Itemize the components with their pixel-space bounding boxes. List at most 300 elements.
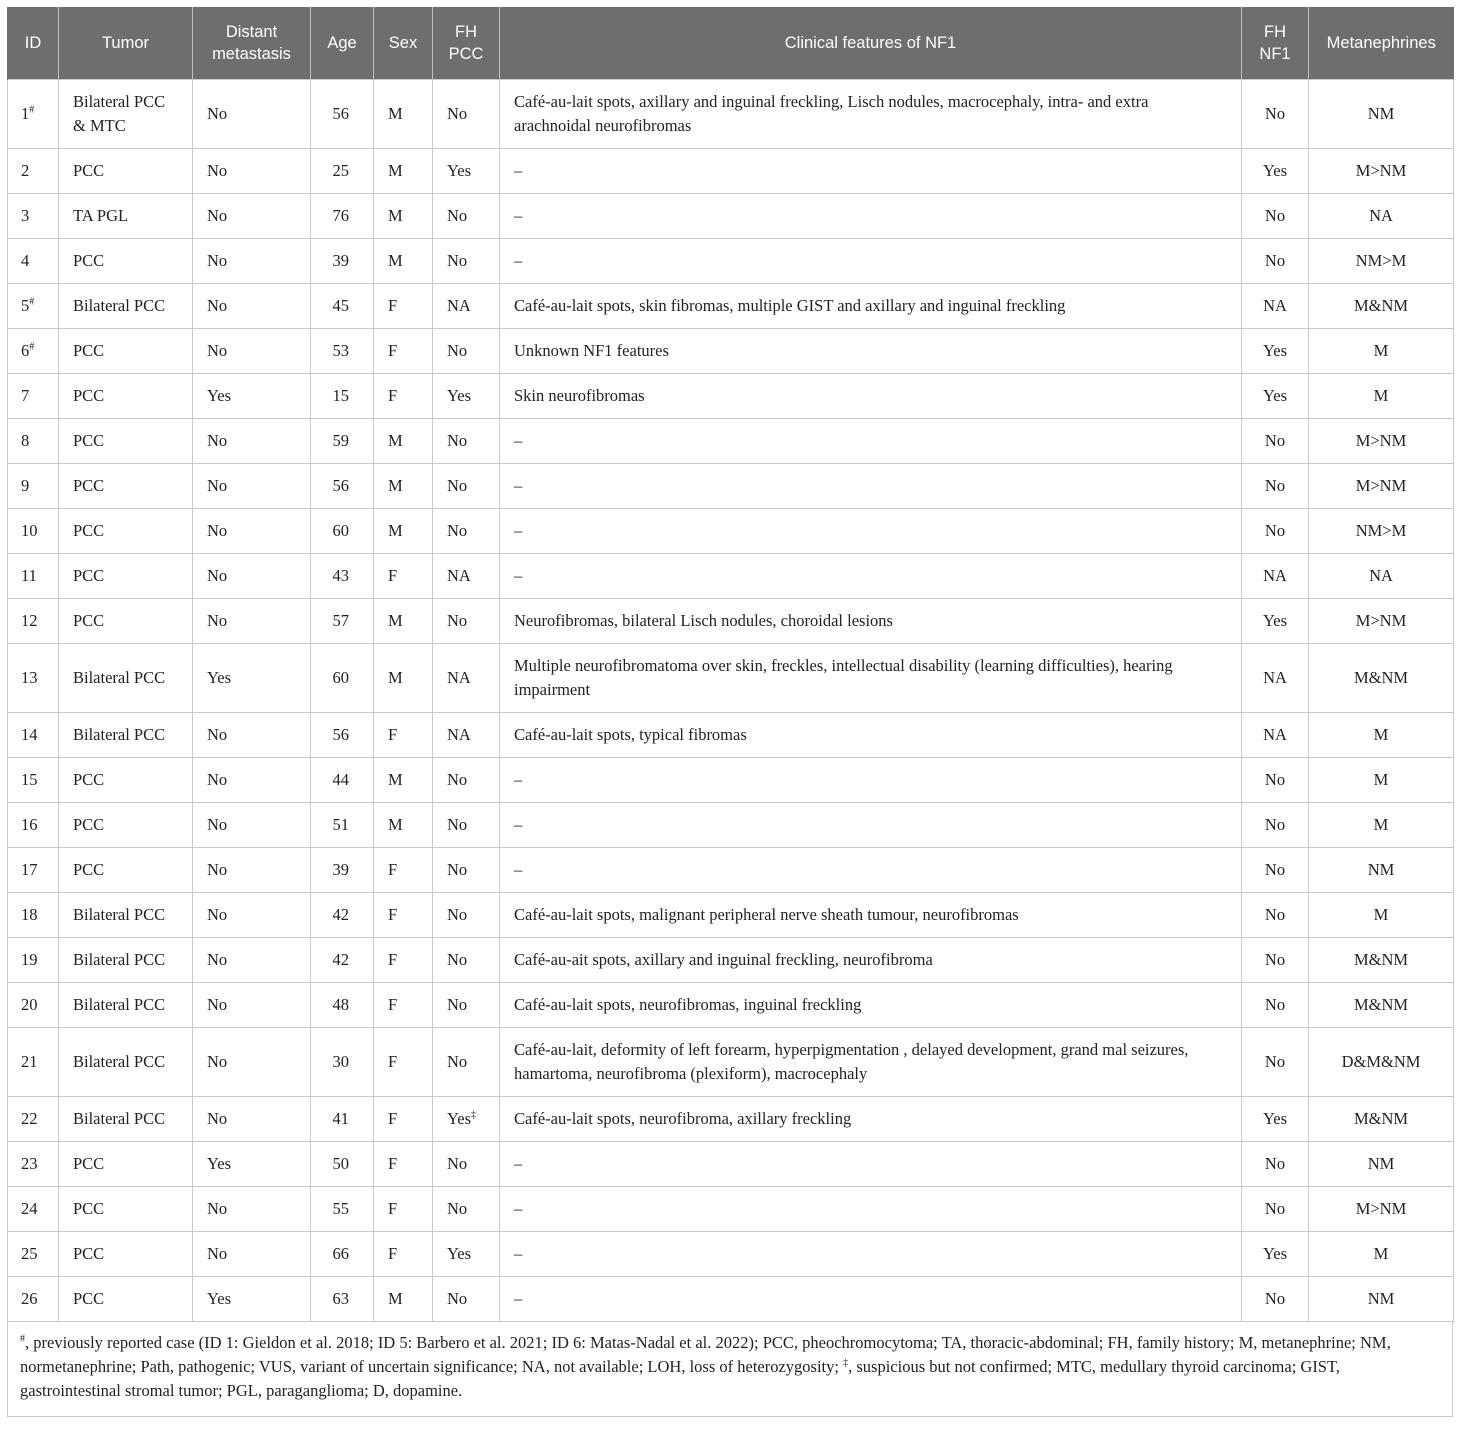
header-row <box>8 7 1454 80</box>
cell-tumor <box>59 1028 193 1097</box>
cell-metanephrines-text: NA <box>1369 566 1393 585</box>
cell-fh-nf1-text: No <box>1264 1154 1286 1173</box>
cell-distant-metastasis <box>193 1187 311 1232</box>
cell-tumor-text: PCC <box>73 341 105 360</box>
cell-id-text: 10 <box>21 521 38 540</box>
cell-distant-metastasis-text: No <box>207 1244 228 1263</box>
cell-age <box>311 80 374 149</box>
cell-tumor-text: Bilateral PCC & MTC <box>73 92 166 135</box>
table-row <box>8 80 1454 149</box>
cell-sex <box>374 239 433 284</box>
cell-fh-nf1 <box>1242 1277 1309 1322</box>
cell-id-text: 17 <box>21 860 38 879</box>
cell-age <box>311 149 374 194</box>
cell-tumor-text: PCC <box>73 1244 105 1263</box>
cell-id <box>8 893 59 938</box>
cell-metanephrines <box>1309 644 1454 713</box>
cell-age-text: 45 <box>332 296 349 315</box>
cell-tumor-text: PCC <box>73 476 105 495</box>
cell-clinical-features <box>500 419 1242 464</box>
cell-age-text: 43 <box>332 566 349 585</box>
header-id: ID <box>8 7 59 80</box>
cell-age <box>311 1187 374 1232</box>
cell-fh-nf1-text: NA <box>1263 668 1287 687</box>
table-row <box>8 149 1454 194</box>
cell-fh-nf1-text: No <box>1264 431 1286 450</box>
cell-sex-text: F <box>388 950 398 969</box>
cell-sex-text: F <box>388 725 398 744</box>
cell-clinical-features-text: – <box>514 815 523 834</box>
cell-age <box>311 1097 374 1142</box>
cell-fh-pcc-text: Yes <box>447 386 472 405</box>
footnote-text-2: , suspicious but not confirmed; MTC, medullary thyroid carcinoma; GIST, gastrointestinal stromal tumor; PGL, paraganglioma; D, dopamine. <box>20 1357 1340 1400</box>
table-body <box>8 80 1454 1322</box>
cell-tumor <box>59 803 193 848</box>
cell-id <box>8 1187 59 1232</box>
header-fh-nf1-line2: NF1 <box>1259 45 1291 63</box>
cell-fh-nf1 <box>1242 284 1309 329</box>
cell-distant-metastasis-text: No <box>207 296 228 315</box>
cell-distant-metastasis-text: No <box>207 341 228 360</box>
cell-fh-pcc <box>433 194 500 239</box>
cell-id <box>8 803 59 848</box>
cell-fh-pcc <box>433 983 500 1028</box>
cell-fh-nf1-text: No <box>1264 1199 1286 1218</box>
cell-distant-metastasis <box>193 758 311 803</box>
cell-tumor <box>59 893 193 938</box>
cell-sex-text: F <box>388 1154 398 1173</box>
cell-distant-metastasis-text: No <box>207 431 228 450</box>
cell-distant-metastasis <box>193 893 311 938</box>
cell-fh-nf1-text: Yes <box>1262 386 1287 405</box>
cell-metanephrines <box>1309 1142 1454 1187</box>
cell-id-text: 25 <box>21 1244 38 1263</box>
cell-clinical-features-text: – <box>514 161 523 180</box>
cell-sex-text: M <box>388 161 403 180</box>
cell-fh-pcc-text: No <box>447 1154 468 1173</box>
cell-distant-metastasis <box>193 1232 311 1277</box>
cell-metanephrines-text: M>NM <box>1355 611 1407 630</box>
table-row <box>8 803 1454 848</box>
cell-fh-pcc-text: No <box>447 950 468 969</box>
table-row <box>8 758 1454 803</box>
cell-sex-text: M <box>388 104 403 123</box>
cell-tumor <box>59 419 193 464</box>
cell-id-text: 7 <box>21 386 30 405</box>
cell-tumor-text: Bilateral PCC <box>73 905 166 924</box>
cell-tumor <box>59 509 193 554</box>
cell-tumor-text: PCC <box>73 770 105 789</box>
cell-fh-pcc <box>433 80 500 149</box>
cell-id-text: 6 <box>21 341 30 360</box>
cell-metanephrines <box>1309 848 1454 893</box>
cell-sex <box>374 80 433 149</box>
cell-distant-metastasis <box>193 983 311 1028</box>
cell-fh-nf1 <box>1242 194 1309 239</box>
cell-metanephrines-text: NM <box>1367 104 1395 123</box>
cell-tumor <box>59 80 193 149</box>
cell-fh-nf1-text: Yes <box>1262 161 1287 180</box>
cell-id <box>8 1097 59 1142</box>
cell-metanephrines-text: M <box>1373 770 1389 789</box>
cell-fh-pcc <box>433 1187 500 1232</box>
cell-sex <box>374 713 433 758</box>
cell-metanephrines <box>1309 239 1454 284</box>
table-row <box>8 1142 1454 1187</box>
cell-id <box>8 983 59 1028</box>
cell-fh-pcc-text: Yes <box>447 161 472 180</box>
cell-fh-nf1 <box>1242 419 1309 464</box>
cell-id <box>8 644 59 713</box>
header-tumor: Tumor <box>59 7 193 80</box>
cell-id-text: 4 <box>21 251 30 270</box>
cell-sex-text: M <box>388 431 403 450</box>
cell-fh-nf1-text: No <box>1264 1052 1286 1071</box>
cell-age-text: 56 <box>332 476 349 495</box>
cell-tumor <box>59 149 193 194</box>
cell-fh-nf1 <box>1242 554 1309 599</box>
cell-tumor-text: PCC <box>73 1289 105 1308</box>
cell-clinical-features <box>500 239 1242 284</box>
cell-fh-pcc-text: Yes <box>447 1109 472 1128</box>
cell-tumor <box>59 374 193 419</box>
cell-id <box>8 848 59 893</box>
table-row <box>8 329 1454 374</box>
cell-id <box>8 713 59 758</box>
cell-fh-nf1 <box>1242 1142 1309 1187</box>
cell-age-text: 50 <box>332 1154 349 1173</box>
cell-fh-nf1 <box>1242 599 1309 644</box>
cell-clinical-features <box>500 80 1242 149</box>
cell-clinical-features-text: Neurofibromas, bilateral Lisch nodules, choroidal lesions <box>514 611 893 630</box>
cell-clinical-features-text: – <box>514 1154 523 1173</box>
cell-fh-pcc <box>433 644 500 713</box>
cell-tumor-text: PCC <box>73 521 105 540</box>
cell-age-text: 41 <box>332 1109 349 1128</box>
cell-sex <box>374 893 433 938</box>
cell-id-text: 3 <box>21 206 30 225</box>
cell-fh-pcc <box>433 464 500 509</box>
cell-age-text: 42 <box>332 905 349 924</box>
cell-metanephrines <box>1309 374 1454 419</box>
cell-distant-metastasis-text: No <box>207 206 228 225</box>
cell-id <box>8 938 59 983</box>
cell-metanephrines-text: M <box>1373 905 1389 924</box>
cell-distant-metastasis <box>193 1142 311 1187</box>
cell-clinical-features <box>500 509 1242 554</box>
header-fh-nf1-line1: FH <box>1264 23 1286 41</box>
cell-distant-metastasis-text: No <box>207 950 228 969</box>
cell-clinical-features-text: Skin neurofibromas <box>514 386 645 405</box>
cell-fh-nf1 <box>1242 1232 1309 1277</box>
cell-fh-pcc-text: No <box>447 905 468 924</box>
cell-age-text: 53 <box>332 341 349 360</box>
cell-distant-metastasis <box>193 848 311 893</box>
cell-sex <box>374 1277 433 1322</box>
cell-metanephrines-text: M&NM <box>1353 296 1409 315</box>
cell-clinical-features-text: Café-au-ait spots, axillary and inguinal freckling, neurofibroma <box>514 950 933 969</box>
cell-metanephrines <box>1309 1277 1454 1322</box>
cell-clinical-features-text: Café-au-lait spots, typical fibromas <box>514 725 747 744</box>
cell-fh-nf1-text: Yes <box>1262 341 1287 360</box>
cell-id-footnote-mark: # <box>29 341 35 353</box>
cell-tumor-text: TA PGL <box>73 206 129 225</box>
cell-clinical-features <box>500 1142 1242 1187</box>
cell-fh-pcc-text: Yes <box>447 1244 472 1263</box>
cell-id-text: 13 <box>21 668 38 687</box>
cell-id-text: 5 <box>21 296 30 315</box>
cell-id <box>8 1277 59 1322</box>
cell-age <box>311 239 374 284</box>
cell-age <box>311 464 374 509</box>
header-metastasis <box>193 7 311 80</box>
cell-clinical-features <box>500 554 1242 599</box>
cell-age <box>311 713 374 758</box>
cell-tumor-text: Bilateral PCC <box>73 1052 166 1071</box>
cell-clinical-features <box>500 149 1242 194</box>
cell-distant-metastasis-text: Yes <box>207 386 232 405</box>
cell-metanephrines <box>1309 554 1454 599</box>
cell-clinical-features <box>500 329 1242 374</box>
cell-distant-metastasis <box>193 374 311 419</box>
cell-age <box>311 893 374 938</box>
cell-clinical-features-text: Multiple neurofibromatoma over skin, freckles, intellectual disability (learning difficulties), hearing impairment <box>514 656 1173 699</box>
table-row <box>8 509 1454 554</box>
cell-distant-metastasis <box>193 509 311 554</box>
cell-id <box>8 239 59 284</box>
cell-fh-nf1-text: No <box>1264 815 1286 834</box>
cell-tumor <box>59 1097 193 1142</box>
cell-fh-nf1-text: No <box>1264 476 1286 495</box>
cell-fh-pcc <box>433 938 500 983</box>
cell-metanephrines <box>1309 509 1454 554</box>
cell-fh-pcc-text: No <box>447 860 468 879</box>
cell-distant-metastasis <box>193 599 311 644</box>
table-row <box>8 1232 1454 1277</box>
table-container <box>7 7 1453 1417</box>
cell-age <box>311 758 374 803</box>
cell-id-text: 18 <box>21 905 38 924</box>
cell-fh-pcc-text: NA <box>447 296 471 315</box>
cell-fh-pcc <box>433 284 500 329</box>
cell-sex <box>374 599 433 644</box>
cell-distant-metastasis-text: No <box>207 770 228 789</box>
cell-id-footnote-mark: # <box>29 296 35 308</box>
cell-distant-metastasis-text: No <box>207 1052 228 1071</box>
cell-distant-metastasis <box>193 554 311 599</box>
cell-sex-text: F <box>388 860 398 879</box>
cell-fh-nf1 <box>1242 803 1309 848</box>
cell-sex <box>374 758 433 803</box>
cell-tumor-text: PCC <box>73 431 105 450</box>
cell-id-text: 15 <box>21 770 38 789</box>
cell-sex-text: F <box>388 905 398 924</box>
header-fh-pcc-line2: PCC <box>448 45 484 63</box>
cell-metanephrines-text: M <box>1373 1244 1389 1263</box>
cell-metanephrines-text: M&NM <box>1353 995 1409 1014</box>
cell-age <box>311 329 374 374</box>
cell-tumor <box>59 1232 193 1277</box>
cell-clinical-features-text: Café-au-lait spots, axillary and inguinal freckling, Lisch nodules, macrocephaly, intra- and extra arachnoidal neurofibromas <box>514 92 1149 135</box>
cell-sex-text: F <box>388 341 398 360</box>
cell-sex-text: F <box>388 995 398 1014</box>
cell-age <box>311 848 374 893</box>
cell-metanephrines <box>1309 983 1454 1028</box>
cell-sex-text: F <box>388 386 398 405</box>
cell-id <box>8 80 59 149</box>
cell-distant-metastasis <box>193 80 311 149</box>
cell-metanephrines <box>1309 758 1454 803</box>
header-clinical-features: Clinical features of NF1 <box>500 7 1242 80</box>
cell-metanephrines-text: M>NM <box>1355 161 1407 180</box>
cell-metanephrines <box>1309 464 1454 509</box>
cell-id-text: 22 <box>21 1109 38 1128</box>
cell-fh-nf1 <box>1242 644 1309 713</box>
cell-fh-pcc <box>433 713 500 758</box>
cell-fh-pcc-text: No <box>447 104 468 123</box>
cell-id-text: 26 <box>21 1289 38 1308</box>
cell-tumor <box>59 284 193 329</box>
cell-id <box>8 509 59 554</box>
cell-id-text: 19 <box>21 950 38 969</box>
cell-distant-metastasis <box>193 644 311 713</box>
cell-metanephrines-text: NM>M <box>1355 521 1407 540</box>
cell-fh-pcc-footnote-mark: ‡ <box>471 1109 477 1121</box>
cell-sex-text: F <box>388 1052 398 1071</box>
cell-fh-nf1-text: NA <box>1263 725 1287 744</box>
cell-sex-text: F <box>388 1109 398 1128</box>
cell-distant-metastasis <box>193 239 311 284</box>
cell-fh-nf1 <box>1242 848 1309 893</box>
cell-fh-nf1-text: NA <box>1263 296 1287 315</box>
cell-distant-metastasis-text: No <box>207 725 228 744</box>
cell-clinical-features-text: Café-au-lait spots, neurofibroma, axillary freckling <box>514 1109 852 1128</box>
cell-tumor-text: PCC <box>73 860 105 879</box>
cell-distant-metastasis <box>193 284 311 329</box>
cell-fh-pcc <box>433 758 500 803</box>
cell-age-text: 25 <box>332 161 349 180</box>
cell-age <box>311 803 374 848</box>
cell-sex <box>374 329 433 374</box>
cell-fh-pcc-text: No <box>447 995 468 1014</box>
footnote-symbol-hash: # <box>20 1333 25 1345</box>
cell-distant-metastasis-text: Yes <box>207 1154 232 1173</box>
cell-metanephrines <box>1309 1097 1454 1142</box>
cell-age-text: 48 <box>332 995 349 1014</box>
cell-tumor <box>59 758 193 803</box>
table-row <box>8 713 1454 758</box>
cell-fh-nf1 <box>1242 1187 1309 1232</box>
cell-fh-pcc-text: No <box>447 341 468 360</box>
cell-clinical-features <box>500 599 1242 644</box>
cell-sex <box>374 509 433 554</box>
cell-age-text: 66 <box>332 1244 349 1263</box>
header-fh-nf1 <box>1242 7 1309 80</box>
cell-fh-nf1 <box>1242 374 1309 419</box>
cell-id-text: 20 <box>21 995 38 1014</box>
cell-sex <box>374 1232 433 1277</box>
cell-age-text: 56 <box>332 725 349 744</box>
cell-tumor-text: Bilateral PCC <box>73 725 166 744</box>
cell-fh-pcc-text: No <box>447 1052 468 1071</box>
cell-sex <box>374 284 433 329</box>
table-row <box>8 284 1454 329</box>
cell-metanephrines <box>1309 194 1454 239</box>
cell-tumor-text: PCC <box>73 815 105 834</box>
cell-distant-metastasis <box>193 1277 311 1322</box>
cell-metanephrines <box>1309 149 1454 194</box>
cell-fh-pcc <box>433 509 500 554</box>
cell-id <box>8 1142 59 1187</box>
cell-fh-nf1-text: No <box>1264 1289 1286 1308</box>
table-row <box>8 893 1454 938</box>
cell-fh-pcc <box>433 329 500 374</box>
cell-sex-text: M <box>388 815 403 834</box>
cell-age-text: 42 <box>332 950 349 969</box>
cell-tumor <box>59 713 193 758</box>
cell-metanephrines-text: NM <box>1367 1289 1395 1308</box>
cell-age <box>311 284 374 329</box>
cell-clinical-features-text: Café-au-lait spots, malignant peripheral nerve sheath tumour, neurofibromas <box>514 905 1019 924</box>
cell-age <box>311 374 374 419</box>
cell-clinical-features-text: – <box>514 566 523 585</box>
cell-sex-text: F <box>388 296 398 315</box>
cell-metanephrines <box>1309 893 1454 938</box>
cell-clinical-features-text: – <box>514 431 523 450</box>
cell-sex-text: M <box>388 1289 403 1308</box>
cell-fh-nf1-text: No <box>1264 950 1286 969</box>
header-metanephrines: Metanephrines <box>1309 7 1454 80</box>
cell-clinical-features-text: Café-au-lait, deformity of left forearm, hyperpigmentation , delayed development, grand mal seizures, hamartoma, neurofibroma (plexiform), macrocephaly <box>514 1040 1189 1083</box>
cell-age-text: 39 <box>332 251 349 270</box>
cell-tumor <box>59 848 193 893</box>
cell-id <box>8 1028 59 1097</box>
cell-fh-nf1-text: No <box>1264 104 1286 123</box>
cell-fh-pcc <box>433 803 500 848</box>
cell-metanephrines-text: M&NM <box>1353 668 1409 687</box>
cell-fh-pcc <box>433 848 500 893</box>
cell-id <box>8 599 59 644</box>
cell-tumor-text: PCC <box>73 566 105 585</box>
cell-age <box>311 1232 374 1277</box>
cell-fh-pcc-text: No <box>447 770 468 789</box>
cell-clinical-features-text: – <box>514 1289 523 1308</box>
cell-distant-metastasis-text: No <box>207 521 228 540</box>
cell-id <box>8 419 59 464</box>
cell-age-text: 63 <box>332 1289 349 1308</box>
cell-distant-metastasis <box>193 419 311 464</box>
cell-id <box>8 464 59 509</box>
cell-fh-nf1 <box>1242 758 1309 803</box>
cell-sex <box>374 938 433 983</box>
cell-clinical-features-text: – <box>514 860 523 879</box>
cell-fh-pcc <box>433 554 500 599</box>
cell-sex <box>374 1142 433 1187</box>
cell-distant-metastasis <box>193 149 311 194</box>
cell-tumor <box>59 1142 193 1187</box>
cell-id-text: 24 <box>21 1199 38 1218</box>
cell-distant-metastasis-text: No <box>207 566 228 585</box>
cell-age <box>311 194 374 239</box>
cell-metanephrines <box>1309 284 1454 329</box>
cell-distant-metastasis-text: No <box>207 860 228 879</box>
cell-sex <box>374 374 433 419</box>
cell-fh-nf1 <box>1242 938 1309 983</box>
cell-clinical-features <box>500 938 1242 983</box>
table-row <box>8 1097 1454 1142</box>
cell-clinical-features <box>500 194 1242 239</box>
cell-fh-nf1-text: No <box>1264 770 1286 789</box>
